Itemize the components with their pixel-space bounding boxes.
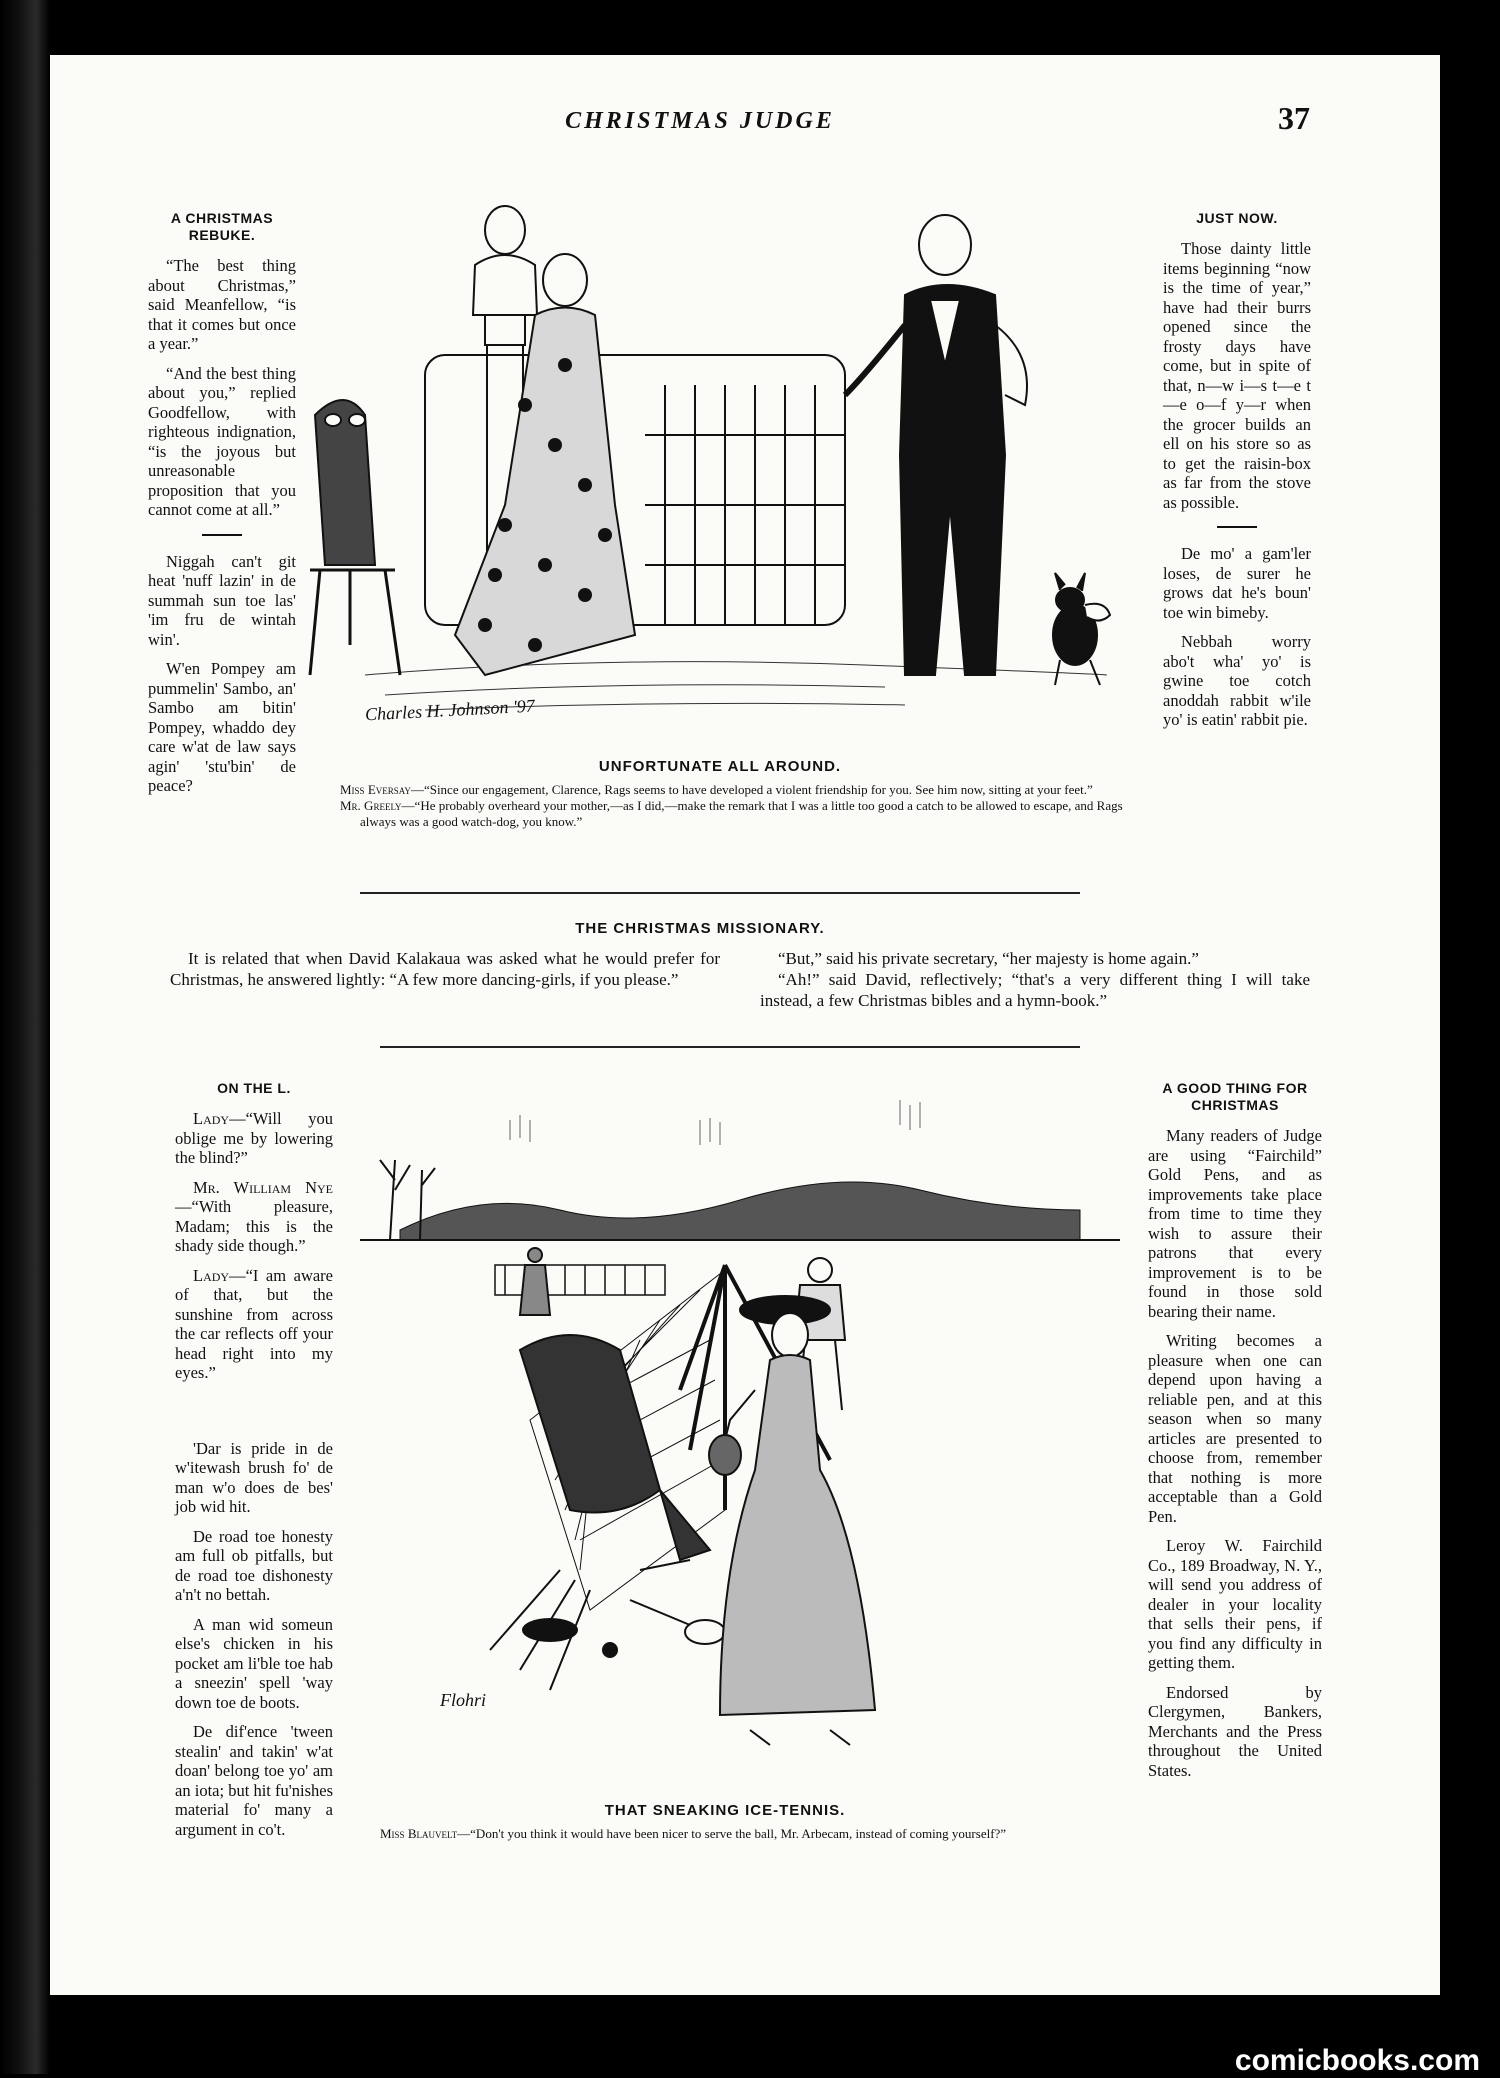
dialect-paragraph: De road toe honesty am full ob pitfalls, but de road toe dishonesty a'n't no bettah. <box>175 1526 333 1604</box>
caption-line: —“He probably overheard your mother,—as I did,—make the remark that I was a little too good a catch to be allowed to escape, and Rags always was a good watch-dog, you know.” <box>360 798 1123 829</box>
site-watermark: comicbooks.com <box>1234 2044 1480 2077</box>
artist-signature: Charles H. Johnson '97 <box>364 695 536 725</box>
section-divider <box>360 892 1080 894</box>
cartoon-unfortunate-all-around <box>305 205 1145 745</box>
dialect-paragraph: A man wid someun else's chicken in his pocket am li'ble toe hab a sneezin' spell 'way down toe de boots. <box>175 1614 333 1712</box>
cartoon-title: UNFORTUNATE ALL AROUND. <box>598 758 842 775</box>
dialect-paragraph: Nebbah worry abo't wha' yo' is gwine toe cotch anoddah rabbit w'ile yo' is eatin' rabbit pie. <box>1163 632 1311 729</box>
column-on-the-l <box>175 1080 333 1849</box>
dialect-paragraph: De dif'ence 'tween stealin' and takin' w'at doan' belong toe yo' am an iota; but hit fu'nishes material fo' many a argument in co't. <box>175 1722 333 1839</box>
dialect-paragraph: De mo' a gam'ler loses, de surer he grows dat he's boun' toe win bimeby. <box>1163 544 1311 622</box>
article-paragraph: “But,” said his private secretary, “her majesty is home again.” <box>778 949 1199 968</box>
sofa-scene-illustration <box>305 205 1145 745</box>
article-paragraph: It is related that when David Kalakaua was asked what he would prefer for Christmas, he answered lightly: “A few more dancing-girls, if you please.” <box>170 949 720 989</box>
column-just-now <box>1163 210 1311 740</box>
article-paragraph: Endorsed by Clergymen, Bankers, Merchants and the Press throughout the United States. <box>1148 1682 1322 1780</box>
article-heading: JUST NOW. <box>1196 210 1278 226</box>
cartoon-caption <box>340 782 1130 830</box>
article-heading: A GOOD THING FOR CHRISTMAS <box>1162 1080 1308 1113</box>
section-divider <box>380 1046 1080 1048</box>
missionary-column-right <box>760 948 1310 1011</box>
missionary-column-left <box>170 948 720 990</box>
divider <box>1217 526 1257 528</box>
article-paragraph: Those dainty little items beginning “now is the time of year,” have had their burrs opened since the frosty days have come, but in spite of that, n—w i—s t—e t—e o—f y—r when the grocer builds an ell on his store so as to get the raisin-box as far from the stove as possible. <box>1163 239 1311 512</box>
binding-shadow <box>0 0 50 2074</box>
caption-line: —“Don't you think it would have been nicer to serve the ball, Mr. Arbecam, instead of coming yourself?” <box>457 1826 1007 1841</box>
article-heading: THE CHRISTMAS MISSIONARY. <box>575 920 825 937</box>
cartoon-caption <box>380 1826 1120 1842</box>
divider <box>202 534 242 536</box>
article-paragraph: Writing becomes a pleasure when one can depend upon having a reliable pen, and at this season when so many articles are presented to choose from, remember that nothing is more acceptable than a Gold Pen. <box>1148 1331 1322 1526</box>
speaker-name: Mr. William Nye <box>193 1177 333 1197</box>
speaker-name: Miss Eversay <box>340 782 411 797</box>
dialect-paragraph: 'Dar is pride in de w'itewash brush fo' de man w'o does de bes' job wid hit. <box>175 1438 333 1516</box>
dialect-paragraph: Niggah can't git heat 'nuff lazin' in de summah sun toe las' 'im fru de wintah win'. <box>148 551 296 649</box>
article-heading: ON THE L. <box>217 1080 291 1096</box>
column-good-thing <box>1148 1080 1322 1790</box>
dialogue-line: —“With pleasure, Madam; this is the shady side though.” <box>175 1197 333 1255</box>
ice-tennis-illustration <box>360 1090 1120 1790</box>
article-paragraph: “The best thing about Christmas,” said Meanfellow, “is that it comes but once a year.” <box>148 256 296 353</box>
dialect-paragraph: W'en Pompey am pummelin' Sambo, an' Sambo am bitin' Pompey, whaddo dey care w'at de law says agin' 'stu'bin' de peace? <box>148 659 296 795</box>
speaker-name: Lady <box>193 1109 230 1128</box>
article-paragraph: “And the best thing about you,” replied Goodfellow, with righteous indignation, “is the joyous but unreasonable proposition that you cannot come at all.” <box>148 363 296 519</box>
column-christmas-rebuke <box>148 210 296 806</box>
page-number: 37 <box>1278 100 1310 136</box>
speaker-name: Lady <box>193 1265 230 1285</box>
cartoon-ice-tennis <box>360 1090 1120 1790</box>
artist-signature: Flohri <box>440 1690 487 1710</box>
article-paragraph: Many readers of Judge are using “Fairchild” Gold Pens, and as improvements take place from time to time they wish to assure their patrons that every improvement is to be found in those sold bearing their name. <box>1148 1126 1322 1321</box>
dialogue-line: —“I am aware of that, but the sunshine from across the car reflects off your head right into my eyes.” <box>175 1265 333 1382</box>
speaker-name: Mr. Greely <box>340 798 402 813</box>
page-title: CHRISTMAS JUDGE <box>565 108 835 134</box>
article-heading: A CHRISTMAS REBUKE. <box>170 210 274 243</box>
dialogue-line: —“Will you oblige me by lowering the blind?” <box>175 1109 333 1167</box>
article-paragraph: Leroy W. Fairchild Co., 189 Broadway, N. Y., will send you address of dealer in your locality that sells their pens, if you find any difficulty in getting them. <box>1148 1536 1322 1672</box>
divider <box>234 1413 274 1415</box>
speaker-name: Miss Blauvelt <box>380 1826 458 1841</box>
cartoon-title: THAT SNEAKING ICE-TENNIS. <box>604 1802 846 1819</box>
article-paragraph: “Ah!” said David, reflectively; “that's a very different thing I will take instead, a few Christmas bibles and a hymn-book.” <box>760 970 1310 1010</box>
caption-line: —“Since our engagement, Clarence, Rags seems to have developed a violent friendship for you. See him now, sitting at your feet.” <box>410 782 1093 797</box>
